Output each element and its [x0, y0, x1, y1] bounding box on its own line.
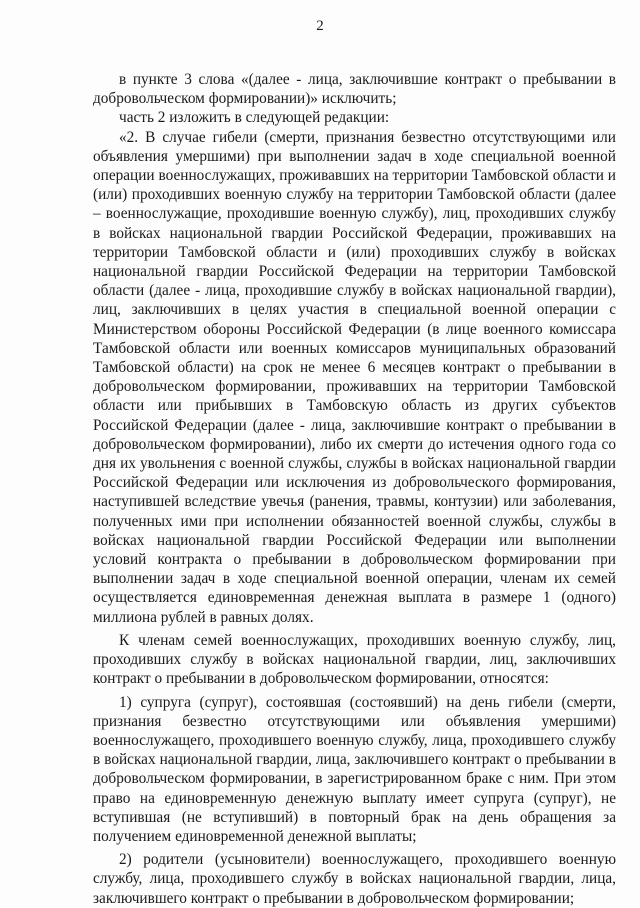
- paragraph-amendment-point-3: в пункте 3 слова «(далее - лица, заключившие контракт о пребывании в добровольческом формировании)» исключить;: [93, 71, 616, 108]
- list-item-parents: 2) родители (усыновители) военнослужащего, проходившего военную службу, лица, проходившего службу в войсках национальной гвардии, лица, заключившего контракт о пребывании в добровольческом формировании;: [93, 851, 616, 907]
- list-item-spouse: 1) супруга (супруг), состоявшая (состоявший) на день гибели (смерти, признания безвестно отсутствующими или объявления умершими) военнослужащего, проходившего военную службу, лица, проходившего службу в войсках национальной гвардии, лица, заключившего контракт о пребывании в добровольческом формировании, в зарегистрированном браке с ним. При этом право на единовременную денежную выплату имеет супруга (супруг), не вступившая (не вступивший) в повторный брак на день обращения за получением единовременной денежной выплаты;: [93, 693, 616, 845]
- paragraph-family-members: К членам семей военнослужащих, проходивших военную службу, лиц, проходивших службу в войсках национальной гвардии, лиц, заключивших контракт о пребывании в добровольческом формировании, относятся:: [93, 631, 616, 688]
- document-body: [93, 70, 616, 908]
- page-number: 2: [316, 18, 324, 34]
- paragraph-part-2-intro: часть 2 изложить в следующей редакции:: [119, 109, 390, 127]
- paragraph-part-2-text: «2. В случае гибели (смерти, признания безвестно отсутствующими или объявления умершими) при выполнении задач в ходе специальной военной операции военнослужащих, проживавших на территории Тамбовской области и (или) проходивших военную службу на территории Тамбовской области (далее – военнослужащие, проходившие военную службу), лиц, проходивших службу в войсках национальной гвардии Российской Федерации, проживавших на территории Тамбовской области и (или) проходивших службу в войсках национальной гвардии Российской Федерации на территории Тамбовской области (далее - лица, проходившие службу в войсках национальной гвардии), лиц, заключивших в целях участия в специальной военной операции с Министерством обороны Российской Федерации (в лице военного комиссара Тамбовской области или военных комиссаров муниципальных образований Тамбовской области) на срок не менее 6 месяцев контракт о пребывании в добровольческом формировании, проживавших на территории Тамбовской области или прибывших в Тамбовскую область из других субъектов Российской Федерации (далее - лица, заключившие контракт о пребывании в добровольческом формировании), либо их смерти до истечения одного года со дня их увольнения с военной службы, службы в войсках национальной гвардии Российской Федерации или исключения из добровольческого формирования, наступившей вследствие увечья (ранения, травмы, контузии) или заболевания, полученных ими при исполнении обязанностей военной службы, службы в войсках национальной гвардии Российской Федерации или выполнении условий контракта о пребывании в добровольческом формировании при выполнении задач в ходе специальной военной операции, членам их семей осуществляется единовременная денежная выплата в размере 1 (одного) миллиона рублей в равных долях.: [93, 128, 616, 626]
